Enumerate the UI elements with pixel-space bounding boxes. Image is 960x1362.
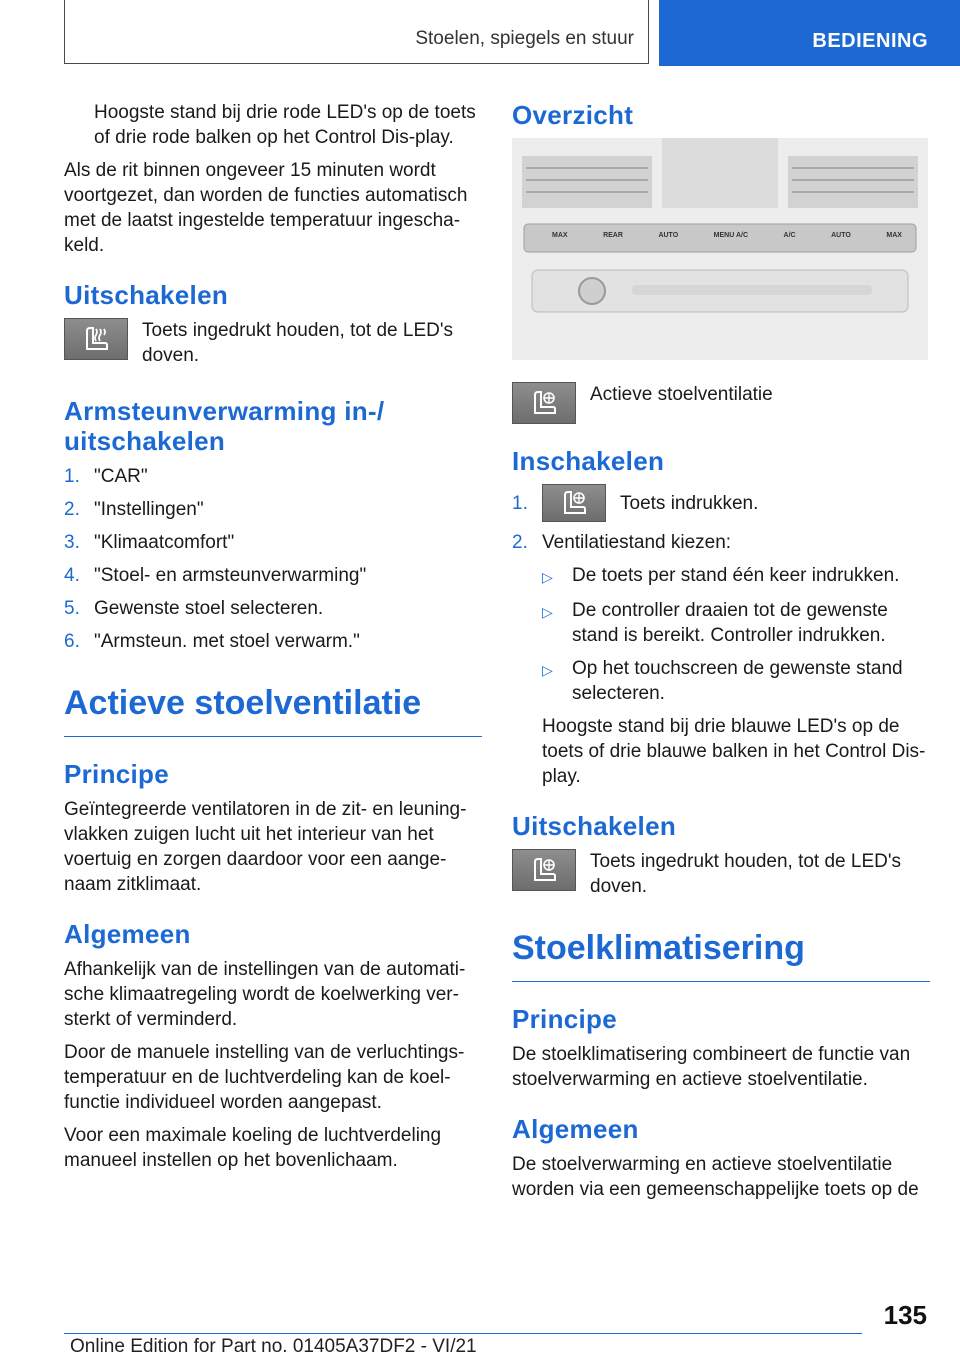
page-footer	[0, 1290, 960, 1362]
chapter-tab	[659, 0, 960, 66]
option-list	[512, 563, 930, 706]
step-number: 3.	[64, 532, 80, 553]
principle-heading: Principe	[512, 1004, 617, 1034]
climate-panel-photo	[512, 138, 928, 360]
edition-text: Online Edition for Part no. 01405A37DF2 - VI/21	[70, 1336, 477, 1357]
page-header	[0, 0, 960, 66]
step-text: "Armsteun. met stoel verwarm."	[94, 631, 360, 652]
step-number: 1.	[512, 492, 528, 514]
list-item	[542, 656, 930, 706]
footer-divider	[64, 1333, 862, 1334]
arm-heading: Armsteunverwarming in-/ uitschakelen	[64, 396, 385, 456]
step-number: 2.	[64, 499, 80, 520]
panel-labels	[552, 232, 902, 239]
panel-label: AUTO	[658, 232, 679, 239]
list-item	[542, 563, 930, 590]
step-text: "Stoel- en armsteunverwarming"	[94, 565, 367, 586]
triangle-icon: ▷	[542, 569, 553, 585]
intro-indent: Hoogste stand bij drie rode LED's op de toets of drie rode balken op het Control Dis-play.	[94, 102, 476, 148]
chapter-label: BEDIENING	[812, 30, 928, 52]
option-text: Op het touchscreen de gewenste stand selecteren.	[572, 658, 903, 704]
list-item	[64, 464, 482, 489]
list-item	[542, 598, 930, 648]
step-text: "Instellingen"	[94, 499, 204, 520]
vent-title: Actieve stoelventilatie	[64, 682, 482, 737]
off-row	[64, 318, 482, 368]
general-p3: Voor een maximale koeling de luchtverdeling manueel instellen op het bovenlichaam.	[64, 1125, 442, 1171]
panel-label: MAX	[552, 232, 568, 239]
option-text: De controller draaien tot de gewenste stand is bereikt. Controller indrukken.	[572, 600, 888, 646]
general-heading: Algemeen	[512, 1114, 639, 1144]
off-row	[512, 849, 930, 899]
seat-ventilation-button-icon	[512, 382, 576, 424]
list-item	[64, 596, 482, 621]
step-number: 2.	[512, 532, 528, 553]
panel-label: MAX	[886, 232, 902, 239]
option-text: De toets per stand één keer indrukken.	[572, 565, 900, 586]
panel-label: MENU A/C	[713, 232, 749, 239]
icon-caption: Actieve stoelventilatie	[590, 384, 773, 405]
panel-label: REAR	[603, 232, 623, 239]
principle-heading: Principe	[64, 759, 169, 789]
list-item	[64, 497, 482, 522]
step-text: "Klimaatcomfort"	[94, 532, 235, 553]
step-text: Ventilatiestand kiezen:	[542, 532, 732, 553]
intro-para: Als de rit binnen ongeveer 15 minuten wordt voortgezet, dan worden de functies automatisch met de laatst ingestelde temperatuur ingescha-keld.	[64, 160, 468, 256]
step-number: 5.	[64, 598, 80, 619]
list-item	[512, 530, 930, 555]
section-title: Stoelen, spiegels en stuur	[415, 28, 634, 49]
climate-title: Stoelklimatisering	[512, 927, 930, 982]
right-column	[512, 100, 930, 1210]
panel-label: AUTO	[831, 232, 851, 239]
highest-text: Hoogste stand bij drie blauwe LED's op de toets of drie blauwe balken in het Control Dis-play.	[542, 716, 926, 787]
step-text: Toets indrukken.	[620, 492, 759, 514]
principle-text: De stoelklimatisering combineert de functie van stoelverwarming en actieve stoelventilatie.	[512, 1044, 911, 1090]
principle-text: Geïntegreerde ventilatoren in de zit- en leuning-vlakken zuigen lucht uit het interieur van het voertuig en zorgen daardoor voor een aange-naam zitklimaat.	[64, 799, 467, 895]
seat-ventilation-button-icon	[512, 849, 576, 891]
left-column	[64, 100, 482, 1181]
overview-heading: Overzicht	[512, 100, 634, 130]
page-number: 135	[883, 1300, 927, 1330]
off-text: Toets ingedrukt houden, tot de LED's doven.	[142, 320, 453, 366]
off-text: Toets ingedrukt houden, tot de LED's doven.	[590, 851, 901, 897]
general-heading: Algemeen	[64, 919, 191, 949]
seat-heating-button-icon	[64, 318, 128, 360]
general-p1: Afhankelijk van de instellingen van de automati-sche klimaatregeling wordt de koelwerking ver-sterkt of verminderd.	[64, 959, 466, 1030]
list-item	[64, 629, 482, 654]
on-heading: Inschakelen	[512, 446, 665, 476]
off-heading: Uitschakelen	[512, 811, 677, 841]
on-steps	[512, 484, 930, 555]
panel-label: A/C	[783, 232, 796, 239]
general-p2: Door de manuele instelling van de verluchtings-temperatuur en de luchtverdeling kan de koel-functie individueel worden aangepast.	[64, 1042, 465, 1113]
step-number: 4.	[64, 565, 80, 586]
list-item	[64, 530, 482, 555]
triangle-icon: ▷	[542, 662, 553, 678]
step-text: "CAR"	[94, 466, 148, 487]
off-heading: Uitschakelen	[64, 280, 229, 310]
caption-row	[512, 382, 930, 424]
list-item	[512, 484, 930, 522]
triangle-icon: ▷	[542, 604, 553, 620]
step-number: 6.	[64, 631, 80, 652]
arm-steps	[64, 464, 482, 654]
list-item	[64, 563, 482, 588]
step-text: Gewenste stoel selecteren.	[94, 598, 324, 619]
general-text: De stoelverwarming en actieve stoelventilatie worden via een gemeenschappelijke toets op de	[512, 1154, 919, 1200]
step-number: 1.	[64, 466, 80, 487]
seat-ventilation-button-icon	[542, 484, 606, 522]
